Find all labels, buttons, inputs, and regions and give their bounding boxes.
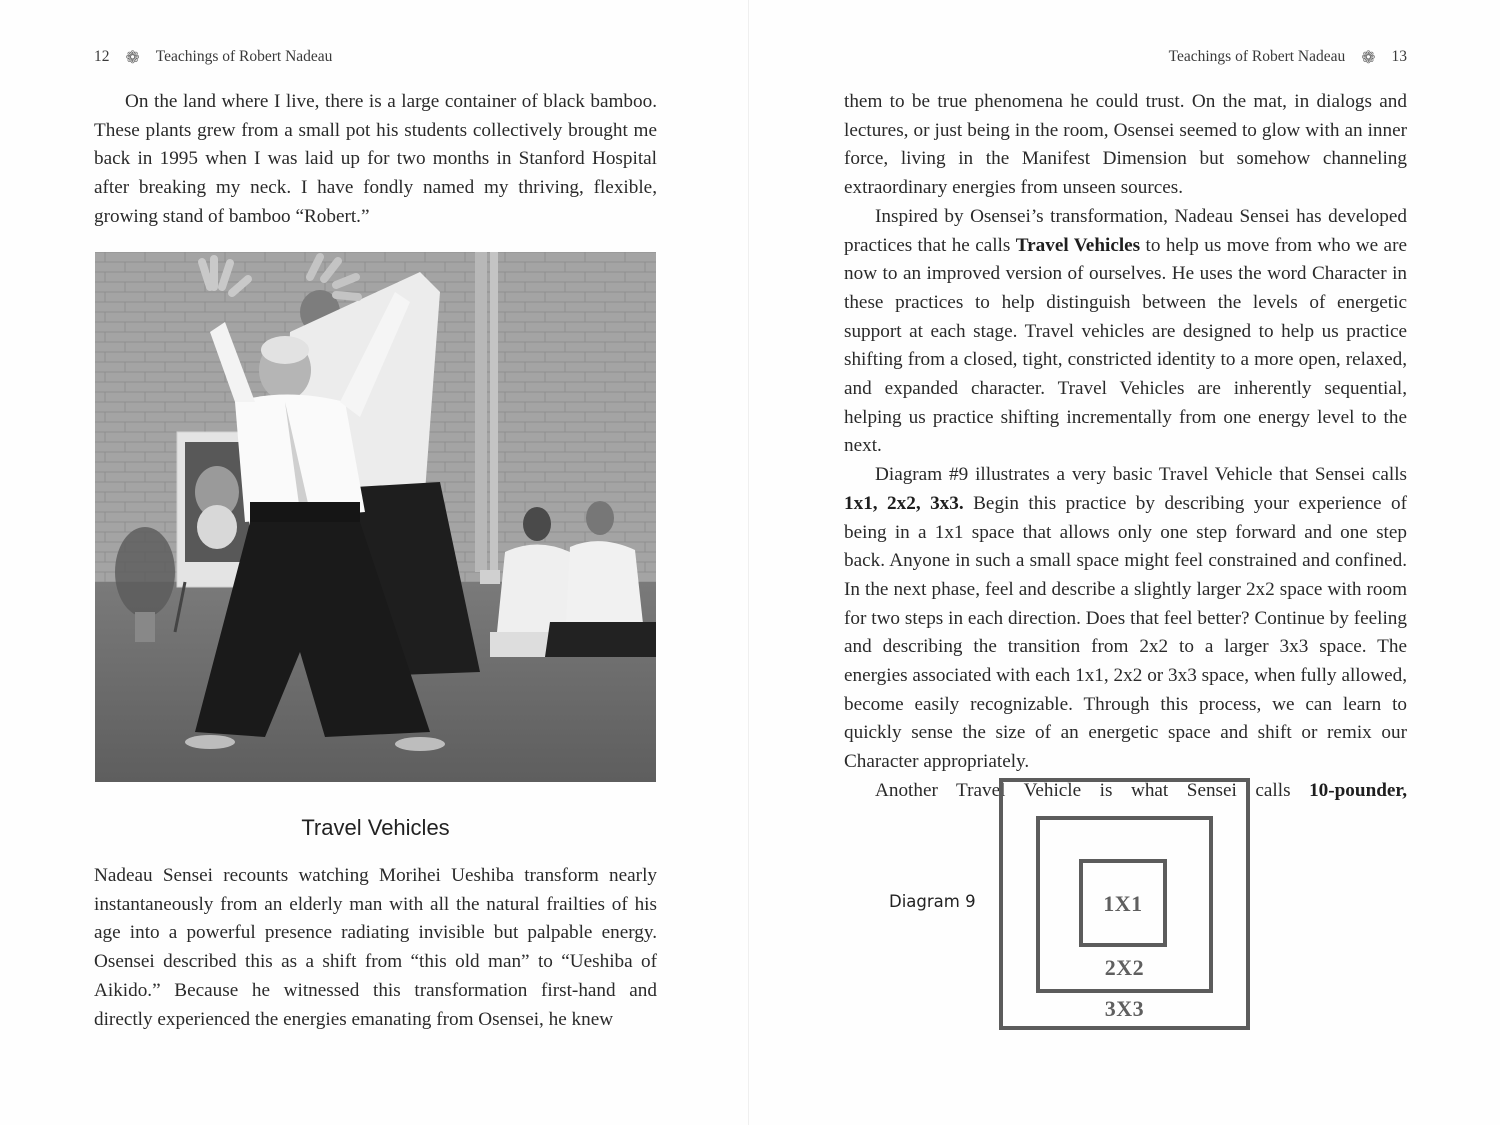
label-2x2: 2X2 xyxy=(1104,955,1145,980)
right-page xyxy=(749,0,1500,1125)
bold-term: 10-pounder, xyxy=(1309,779,1407,801)
section-heading: Travel Vehicles xyxy=(301,815,450,840)
running-head-left xyxy=(94,48,332,66)
text-run: to help us move from who we are now to an improved version of ourselves. He uses the word Character in these practices to help distinguish between the levels of energetic support at each stage. Travel vehicles are designed to help us practice shifting from a closed, tight, constricted identity to a more open, relaxed, and expanded character. Travel Vehicles are inherently sequential, helping us practice shifting incrementally from one energy level to the next. xyxy=(844,234,1407,457)
text-run: Begin this practice by describing your experience of being in a 1x1 space that allows only one step forward and one step back. Anyone in such a small space might feel constrained and confined. In the next phase, feel and describe a slightly larger 2x2 space with room for two steps in each direction. Does that feel better? Continue by feeling and describing the transition from 2x2 to a larger 3x3 space. The energies associated with each 1x1, 2x2 or 3x3 space, when fully allowed, become easily recognizable. Through this process, we can learn to quickly sense the size of an energetic space and shift or remix our Character appropriately. xyxy=(844,492,1408,773)
text-run: Another Travel Vehicle is what Sensei calls xyxy=(875,779,1310,801)
aikido-photo xyxy=(95,252,656,782)
bold-term: Travel Vehicles xyxy=(1015,234,1141,256)
paragraph-diagram-9 xyxy=(844,461,1407,777)
diagram-9 xyxy=(889,778,1269,1033)
main-text xyxy=(844,88,1407,806)
section-text xyxy=(94,862,657,1034)
text-run: Diagram #9 illustrates a very basic Travel Vehicle that Sensei calls xyxy=(875,464,1407,486)
bold-term: 1x1, 2x2, 3x3. xyxy=(844,492,964,514)
flower-ornament-icon: ❁ xyxy=(1361,47,1376,67)
page-number: 13 xyxy=(1391,48,1407,65)
section-paragraph: Nadeau Sensei recounts watching Morihei Ueshiba transform nearly instantaneously from an elderly man with all the natural frailties of his age into a powerful presence radiating invisible but palpable energy. Osensei described this as a shift from “this old man” to “Ueshiba of Aikido.” Because he witnessed this transformation first-hand and directly experienced the energies emanating from Osensei, he knew xyxy=(94,865,657,1030)
intro-text xyxy=(94,88,657,232)
page-number: 12 xyxy=(94,48,110,65)
inner-square-1x1 xyxy=(1079,859,1167,947)
paragraph-continuation: them to be true phenomena he could trust. On the mat, in dialogs and lectures, or just being in the room, Osensei seemed to glow with an inner force, living in the Manifest Dimension but somehow channeling extraordinary energies from unseen sources. xyxy=(844,91,1407,199)
flower-ornament-icon: ❁ xyxy=(125,47,140,67)
running-head-title: Teachings of Robert Nadeau xyxy=(1168,48,1346,65)
intro-paragraph: On the land where I live, there is a large container of black bamboo. These plants grew from a small pot his students collectively brought me back in 1995 when I was laid up for two months in Stanford Hospital after breaking my neck. I have fondly named my thriving, flexible, growing stand of bamboo “Robert.” xyxy=(94,91,657,227)
label-1x1: 1X1 xyxy=(1103,891,1143,916)
running-head-right xyxy=(1169,48,1407,66)
left-page xyxy=(0,0,749,1125)
paragraph-travel-vehicles xyxy=(844,203,1407,461)
diagram-caption: Diagram 9 xyxy=(889,892,976,911)
label-3x3: 3X3 xyxy=(1104,996,1145,1021)
aikido-photo-illustration xyxy=(95,252,656,782)
running-head-title: Teachings of Robert Nadeau xyxy=(155,48,333,65)
text-run: Inspired by Osensei’s transformation, Nadeau Sensei has developed practices that he calls xyxy=(844,205,1407,256)
